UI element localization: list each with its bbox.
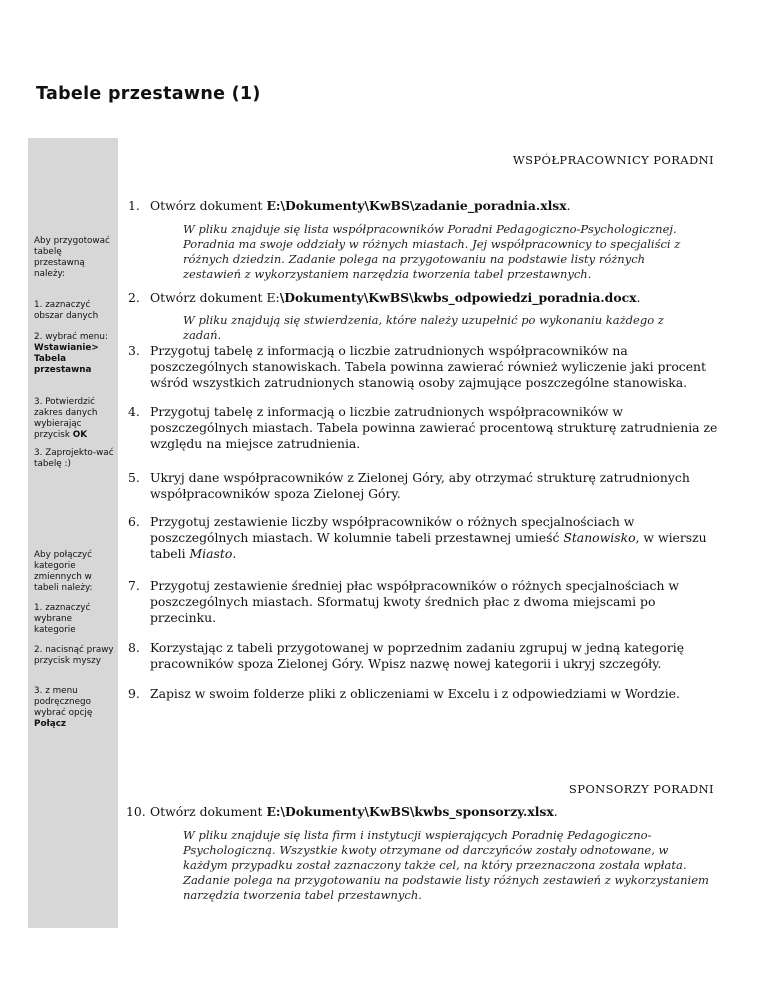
- task-description: W pliku znajduje się lista firm i instytucji wspierających Poradnię Pedagogiczno-Psychologiczną. Wszystkie kwoty otrzymane od darczyńców zostały odnotowane, w każdym przypadku został zaznaczony także cel, na który przeznaczona została wpłata. Zadanie polega na przygotowaniu na podstawie listy różnych zestawień z wykorzystaniem narzędzia tworzenia tabel przestawnych.: [183, 828, 709, 902]
- sidebar-note-intro: Aby połączyć kategorie zmiennych w tabeli należy:: [34, 550, 93, 593]
- task-item: 10. Otwórz dokument E:\Dokumenty\KwBS\kwbs_sponsorzy.xlsx.: [126, 804, 558, 819]
- sidebar-note-step: 2. wybrać menu: Wstawianie> Tabela przestawna: [34, 332, 108, 375]
- section-heading: SPONSORZY PORADNI: [568, 782, 714, 796]
- task-description: W pliku znajdują się stwierdzenia, które należy uzupełnić po wykonaniu każdego z zadań.: [183, 313, 664, 342]
- sidebar-note-step: 1. zaznaczyć obszar danych: [34, 300, 99, 321]
- section-heading: WSPÓŁPRACOWNICY PORADNI: [512, 153, 714, 167]
- sidebar-note-step: 3. z menu podręcznego wybrać opcję Połącz: [34, 686, 93, 729]
- task-item: 7. Przygotuj zestawienie średniej płac współpracowników o różnych specjalnościach w poszczególnych miastach. Sformatuj kwoty średnich płac z dwoma miejscami po przecinku.: [128, 578, 679, 625]
- sidebar-note-step: 2. nacisnąć prawy przycisk myszy: [34, 645, 114, 666]
- file-path: \Dokumenty\KwBS\kwbs_odpowiedzi_poradnia.docx: [279, 290, 637, 305]
- sidebar-note-step: 1. zaznaczyć wybrane kategorie: [34, 603, 91, 635]
- page-title: Tabele przestawne (1): [36, 84, 261, 104]
- sidebar-note-step: 3. Potwierdzić zakres danych wybierając przycisk OK: [34, 397, 98, 440]
- task-description: W pliku znajduje się lista współpracowników Poradni Pedagogiczno-Psychologicznej. Poradnia ma swoje oddziały w różnych miastach. Jej współpracownicy to specjaliści z różnych dziedzin. Zadanie polega na przygotowaniu na podstawie listy różnych zestawień z wykorzystaniem narzędzia tworzenia tabel przestawnych.: [183, 222, 681, 281]
- task-item: 5. Ukryj dane współpracowników z Zielonej Góry, aby otrzymać strukturę zatrudnionych współpracowników spoza Zielonej Góry.: [128, 470, 690, 501]
- task-item: 1. Otwórz dokument E:\Dokumenty\KwBS\zadanie_poradnia.xlsx.: [128, 198, 571, 213]
- task-item: 6. Przygotuj zestawienie liczby współpracowników o różnych specjalnościach w poszczególnych miastach. W kolumnie tabeli przestawnej umieść Stanowisko, w wierszu tabeli Miasto.: [128, 514, 707, 561]
- sidebar-note-intro: Aby przygotować tabelę przestawną należy:: [34, 236, 110, 279]
- file-path: E:\Dokumenty\KwBS\zadanie_poradnia.xlsx: [266, 198, 567, 213]
- task-item: 9. Zapisz w swoim folderze pliki z obliczeniami w Excelu i z odpowiedziami w Wordzie.: [128, 686, 680, 701]
- task-item: 2. Otwórz dokument E:\Dokumenty\KwBS\kwbs_odpowiedzi_poradnia.docx.: [128, 290, 641, 305]
- task-item: 8. Korzystając z tabeli przygotowanej w poprzednim zadaniu zgrupuj w jedną kategorię pracowników spoza Zielonej Góry. Wpisz nazwę nowej kategorii i ukryj szczegóły.: [128, 640, 685, 671]
- task-item: 3. Przygotuj tabelę z informacją o liczbie zatrudnionych współpracowników na poszczególnych stanowiskach. Tabela powinna zawierać również wyliczenie jaki procent wśród wszystkich zatrudnionych stanowią osoby zajmujące poszczególne stanowiska.: [128, 343, 707, 390]
- sidebar-note-step: 3. Zaprojekto-wać tabelę :): [34, 448, 114, 469]
- task-item: 4. Przygotuj tabelę z informacją o liczbie zatrudnionych współpracowników w poszczególnych miastach. Tabela powinna zawierać procentową strukturę zatrudnienia ze względu na miejsce zatrudnienia.: [128, 404, 718, 451]
- file-path: E:\Dokumenty\KwBS\kwbs_sponsorzy.xlsx: [266, 804, 554, 819]
